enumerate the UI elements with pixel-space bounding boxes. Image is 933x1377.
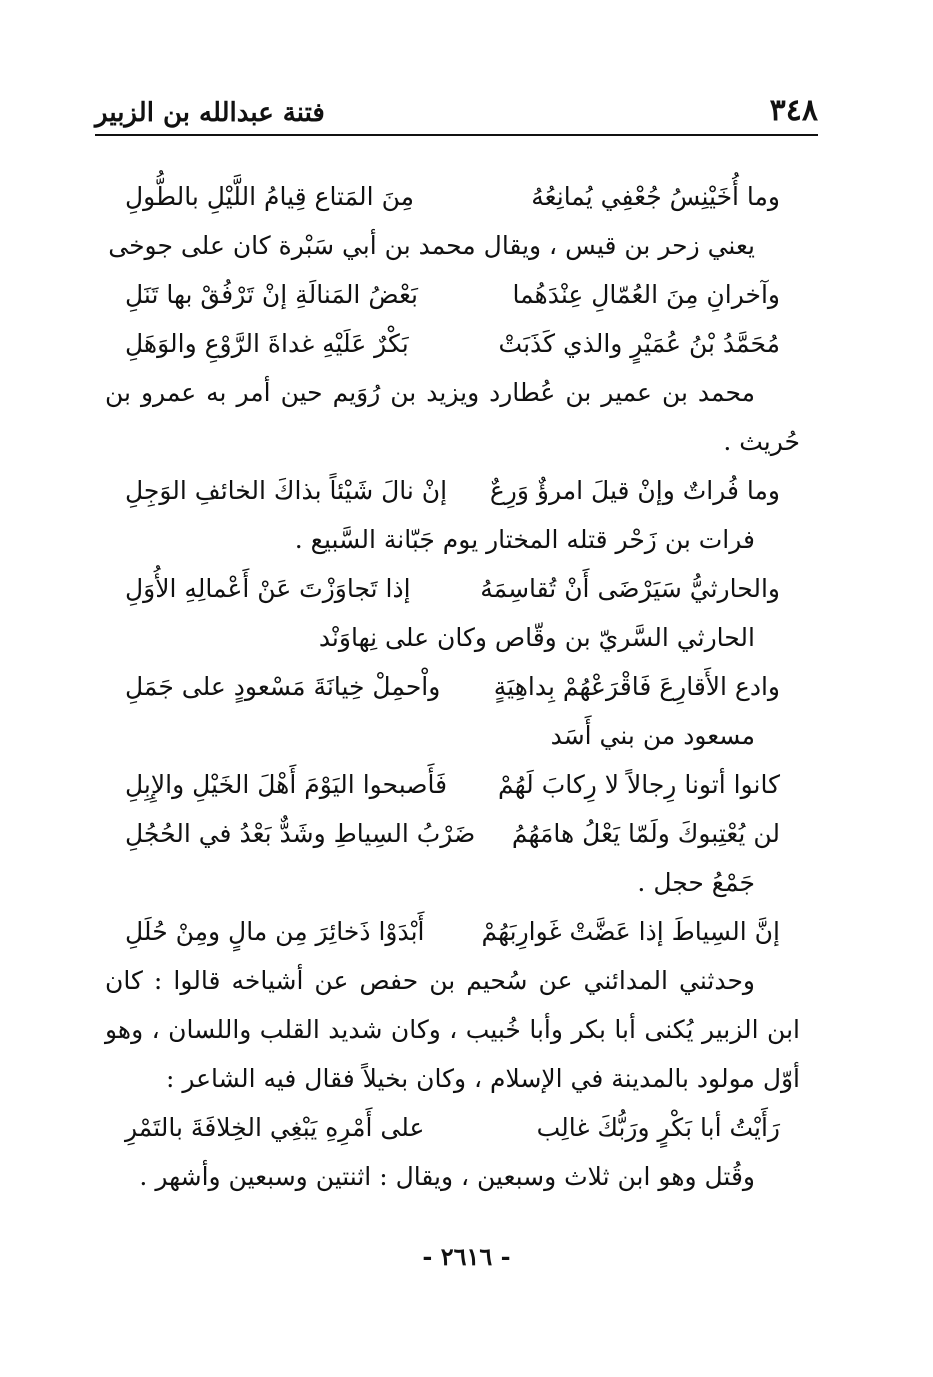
- verse-line: [105, 662, 800, 711]
- verse-second-hemistich: فَأَصبحوا اليَوْمَ أَهْلَ الخَيْلِ والإِبِلِ: [125, 770, 448, 799]
- commentary-line: مسعود من بني أَسَد: [550, 721, 755, 750]
- commentary-line: جَمْعُ حجل .: [637, 868, 755, 897]
- page-number: ٣٤٨: [769, 93, 818, 128]
- verse-second-hemistich: ضَرْبُ السِياطِ وشَدٌّ بَعْدُ في الحُجُلِ: [125, 819, 476, 848]
- verse-line: [105, 809, 800, 858]
- verse-second-hemistich: واْحمِلْ خِيانَةَ مَسْعودٍ على جَمَلِ: [125, 672, 441, 701]
- verse-line: [105, 564, 800, 613]
- verse-line: [105, 172, 800, 221]
- verse-second-hemistich: بَكْرٌ عَلَيْهِ غداةَ الرَّوْعِ والوَهَلِ: [125, 329, 409, 358]
- commentary-line: الحارثي السَّريّ بن وقّاص وكان على نِهاوَنْد: [318, 623, 755, 652]
- commentary-line: وقُتل وهو ابن ثلاث وسبعين ، ويقال : اثنتين وسبعين وأشهر .: [139, 1162, 755, 1191]
- verse-line: [105, 1103, 800, 1152]
- verse-first-hemistich: إنَّ السِياطَ إذا عَضَّتْ غَوارِبَهُمْ: [481, 917, 780, 946]
- verse-second-hemistich: إذا تَجاوَزْتَ عَنْ أَعْمالِهِ الأُوَلِ: [125, 574, 411, 603]
- verse-first-hemistich: وآخرانِ مِنَ العُمّالِ عِنْدَهُما: [512, 280, 780, 309]
- verse-first-hemistich: رَأَيْتُ أبا بَكْرٍ ورَبُّكَ غالِب: [536, 1113, 780, 1142]
- verse-first-hemistich: وادع الأَقارِعَ فَاقْرَعْهُمْ بِداهِيَةٍ: [493, 672, 780, 701]
- verse-line: [105, 270, 800, 319]
- verse-second-hemistich: أَبْدَوْا ذَخائِرَ مِن مالٍ ومِنْ حُلَلِ: [125, 917, 425, 946]
- verse-second-hemistich: بَعْضُ المَنالَةِ إنْ تَرْفُقْ بها تَنَلِ: [125, 280, 418, 309]
- verse-first-hemistich: وما فُراتٌ وإنْ قيلَ امرؤٌ وَرِعٌ: [489, 476, 780, 505]
- running-title: فتنة عبدالله بن الزبير: [95, 98, 325, 128]
- verse-second-hemistich: على أَمْرِهِ يَبْغِي الخِلافَةَ بالتَمْرِ: [125, 1113, 425, 1142]
- verse-first-hemistich: والحارثيُّ سَيَرْضَى أَنْ تُقاسِمَهُ: [480, 574, 780, 603]
- commentary-line: يعني زحر بن قيس ، ويقال محمد بن أبي سَبْرة كان على جوخى: [108, 231, 755, 260]
- page-footer-number: - ٢٦١٦ -: [422, 1242, 511, 1271]
- verse-line: [105, 466, 800, 515]
- verse-second-hemistich: إنْ نالَ شَيْئاً بذاكَ الخائفِ الوَجِلِ: [125, 476, 448, 505]
- verse-second-hemistich: مِنَ المَتاع قِيامُ اللَّيْلِ بالطُّولِ: [125, 182, 414, 211]
- verse-first-hemistich: كانوا أتونا رِجالاً لا رِكابَ لَهُمْ: [497, 770, 780, 799]
- page-header: [95, 78, 818, 136]
- prose-paragraph: محمد بن عمير بن عُطارد ويزيد بن رُوَيم حين أمر به عمرو بن حُريث .: [105, 378, 800, 456]
- verse-first-hemistich: مُحَمَّدُ بْنُ عُمَيْرٍ والذي كَذَبَتْ: [498, 329, 780, 358]
- verse-line: [105, 760, 800, 809]
- verse-line: [105, 907, 800, 956]
- commentary-line: فرات بن زَحْر قتله المختار يوم جَبّانة السَّبيع .: [294, 525, 755, 554]
- verse-first-hemistich: وما أُخَيْنِسُ جُعْفِي يُمانِعُهُ: [531, 182, 780, 211]
- body-text: [105, 172, 800, 1201]
- verse-line: [105, 319, 800, 368]
- prose-paragraph: وحدثني المدائني عن سُحيم بن حفص عن أشياخه قالوا : كان ابن الزبير يُكنى أبا بكر وأبا خُبيب ، وكان شديد القلب واللسان ، وهو أوّل مولود بالمدينة في الإسلام ، وكان بخيلاً فقال فيه الشاعر :: [105, 966, 800, 1093]
- verse-first-hemistich: لن يُعْتِبوكَ ولَمّا يَعْلُ هامَهُمُ: [511, 819, 780, 848]
